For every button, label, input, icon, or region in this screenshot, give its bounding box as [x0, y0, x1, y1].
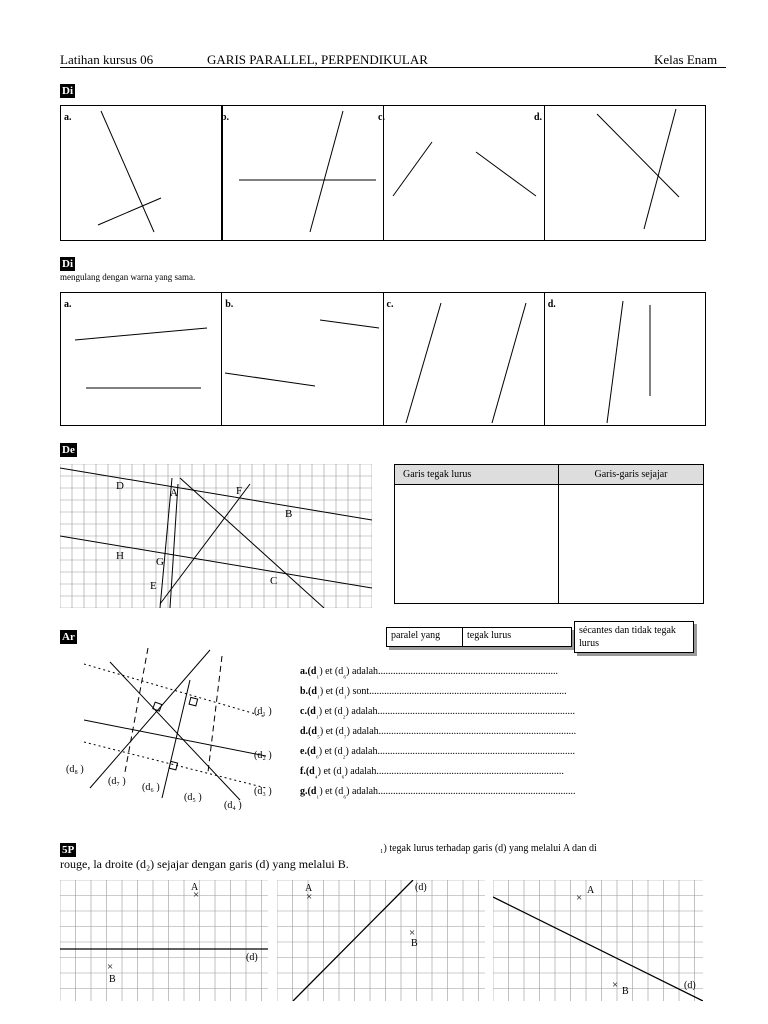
section2-tag: Di: [62, 258, 73, 270]
s2b-line1: [320, 320, 379, 328]
s1-panel-a: [61, 106, 222, 240]
s4-label-d6: (d₆ ): [142, 782, 160, 793]
s1-label-d-inner: d.: [533, 112, 542, 123]
section4-figure: [60, 640, 290, 820]
s2b-line2: [225, 373, 315, 386]
s4-line-d2: [84, 720, 266, 756]
table-col2-cell[interactable]: [559, 485, 704, 604]
s1c-line2: [476, 152, 536, 196]
s2-figure-b: [222, 293, 382, 425]
s3-point-B: B: [285, 508, 293, 520]
question-e: $e.(d_{_6})$ et $(d_{_2})$ adalah...............................................................................: [300, 746, 575, 759]
s5g3-label-b: B: [622, 986, 629, 997]
s3-line-6: [170, 484, 178, 608]
s2-panel-d: [545, 293, 705, 425]
header-rule: [60, 67, 726, 68]
question-f: $f.(d_{_4})$ et $(d_{_6})$ adalah...........................................................................: [300, 766, 564, 779]
s3-point-H: H: [116, 550, 124, 562]
s4-line-d4: [110, 662, 240, 800]
s3-grid-svg: [60, 464, 372, 608]
section3-tag: De: [62, 444, 75, 456]
s3-point-G: G: [156, 556, 164, 568]
s3-point-A: A: [170, 487, 178, 499]
s4-label-d1: (d₁ ): [254, 706, 272, 717]
question-g: $g.(d_{_1})$ et $(d_{_6})$ adalah...............................................................................: [300, 786, 576, 799]
box-perpendicular: tegak lurus: [462, 627, 572, 647]
s4-label-d4: (d₄ ): [224, 800, 242, 811]
s5g1-x-a: ×: [193, 889, 200, 901]
section1-panels: [60, 105, 706, 241]
s5-grid-1-svg: [60, 880, 268, 1001]
s5g3-label-d: (d): [684, 980, 696, 991]
s1-figure-b: [223, 106, 383, 240]
s1b-line1: [310, 111, 343, 232]
s4-figure-svg: [60, 640, 290, 820]
s1a-line2: [98, 198, 161, 225]
s5g1-label-b: B: [109, 974, 116, 985]
s1-label-b: b.: [221, 112, 230, 123]
s1-panel-d: [545, 106, 705, 240]
s5g2-label-d: (d): [415, 882, 427, 893]
s5g2-x-a: ×: [306, 891, 313, 903]
s2-label-c: c.: [386, 299, 394, 310]
table-col1-cell[interactable]: [395, 485, 559, 604]
header-class: Kelas Enam: [654, 52, 718, 67]
s1c-line1: [393, 142, 432, 196]
s4-line-d3: [208, 656, 222, 772]
s5g2-label-a: A: [305, 883, 313, 894]
s5-grid-2: [277, 880, 485, 1001]
s2c-line1: [406, 303, 441, 423]
table-col2-header: Garis-garis sejajar: [559, 465, 704, 485]
table-col1-header: Garis tegak lurus: [395, 465, 559, 485]
s2-label-b: b.: [225, 299, 234, 310]
grid-lines: [60, 880, 268, 1001]
section3-table: [394, 464, 704, 604]
s1d-line1: [597, 114, 679, 197]
grid-lines: [493, 880, 703, 1001]
s1-panel-b: [222, 106, 384, 240]
question-d: $d.(d_{_5})$ et $(d_{_7})$ adalah...............................................................................: [300, 726, 577, 739]
section5-line2: rouge, la droite (d₂) sejajar dengan garis (d) yang melalui B.: [60, 857, 349, 871]
header-course: Latihan kursus 06: [60, 52, 154, 67]
section2-subtitle: mengulang dengan warna yang sama.: [60, 272, 196, 282]
question-a: $a.(d_{_1})$ et $(d_{_6})$ adalah........................................................................: [300, 666, 559, 679]
s5-grid-2-svg: [277, 880, 485, 1001]
s3-point-C: C: [270, 575, 278, 587]
box-parallel: paralel yang: [386, 627, 466, 647]
header-title: GARIS PARALLEL, PERPENDIKULAR: [207, 52, 428, 67]
s2-label-a: a.: [64, 299, 72, 310]
s5-grid-3-svg: [493, 880, 703, 1001]
s1-label-a: a.: [64, 112, 72, 123]
s3-line-5: [160, 484, 250, 604]
s1-label-c: c.: [378, 112, 385, 123]
s1-figure-a: [61, 106, 221, 240]
section4-tag: Ar: [62, 631, 75, 643]
s2-figure-c: [384, 293, 544, 425]
s5g1-x-b: ×: [107, 961, 114, 973]
s2-panel-c: [384, 293, 545, 425]
question-c: $c.(d_{_1})$ et $(d_{_2})$ adalah...............................................................................: [300, 706, 575, 719]
s1-panel-c: [378, 106, 545, 240]
section1-tag: Di: [62, 85, 73, 97]
s5g2-x-b: ×: [409, 927, 416, 939]
s5g3-line-d: [493, 897, 703, 1001]
grid-lines: [60, 464, 372, 608]
s5g1-label-d: (d): [246, 952, 258, 963]
section4-questions: [300, 662, 576, 802]
s5g3-x-b: ×: [612, 979, 619, 991]
section5-line1: ₁) tegak lurus terhadap garis (d) yang melalui A dan di: [380, 843, 597, 854]
s3-point-D: D: [116, 480, 124, 492]
s3-point-E: E: [150, 580, 157, 592]
s1d-line2: [644, 109, 676, 229]
section2-panels: [60, 292, 706, 426]
s4-label-d2: (d₂ ): [254, 750, 272, 761]
s2-panel-a: [61, 293, 222, 425]
s4-label-d5: (d₅ ): [184, 792, 202, 803]
s4-line-d8: [90, 650, 210, 788]
s5g1-label-a: A: [191, 882, 199, 893]
s5g3-label-a: A: [587, 885, 595, 896]
question-b: $b.(d_{_1})$ et $(d_{_1})$ sont...............................................................................: [300, 686, 567, 699]
s5-grid-1: [60, 880, 268, 1001]
s4-label-d3: (d₃ ): [254, 786, 272, 797]
s4-line-d6: [162, 680, 190, 798]
section3-grid: [60, 464, 372, 608]
s1a-line1: [101, 111, 154, 232]
s2a-line1: [75, 328, 207, 340]
s4-label-d8: (d₈ ): [66, 764, 84, 775]
s2d-line1: [607, 301, 623, 423]
s2c-line2: [492, 303, 526, 423]
s2-label-d: d.: [547, 299, 556, 310]
s2-panel-b: [222, 293, 383, 425]
s1-figure-d: [545, 106, 705, 240]
s5-grid-3: [493, 880, 703, 1001]
section5-tag: 5P: [62, 844, 75, 856]
s5g3-x-a: ×: [576, 892, 583, 904]
s4-right-angle-2: [189, 697, 198, 706]
s2-figure-a: [61, 293, 221, 425]
s2-figure-d: [545, 293, 705, 425]
s3-point-F: F: [236, 485, 243, 497]
s4-label-d7: (d₇ ): [108, 776, 126, 787]
s1-figure-c: [384, 106, 544, 240]
s5g2-label-b: B: [411, 938, 418, 949]
box-secant: sécantes dan tidak tegak lurus: [574, 621, 694, 653]
